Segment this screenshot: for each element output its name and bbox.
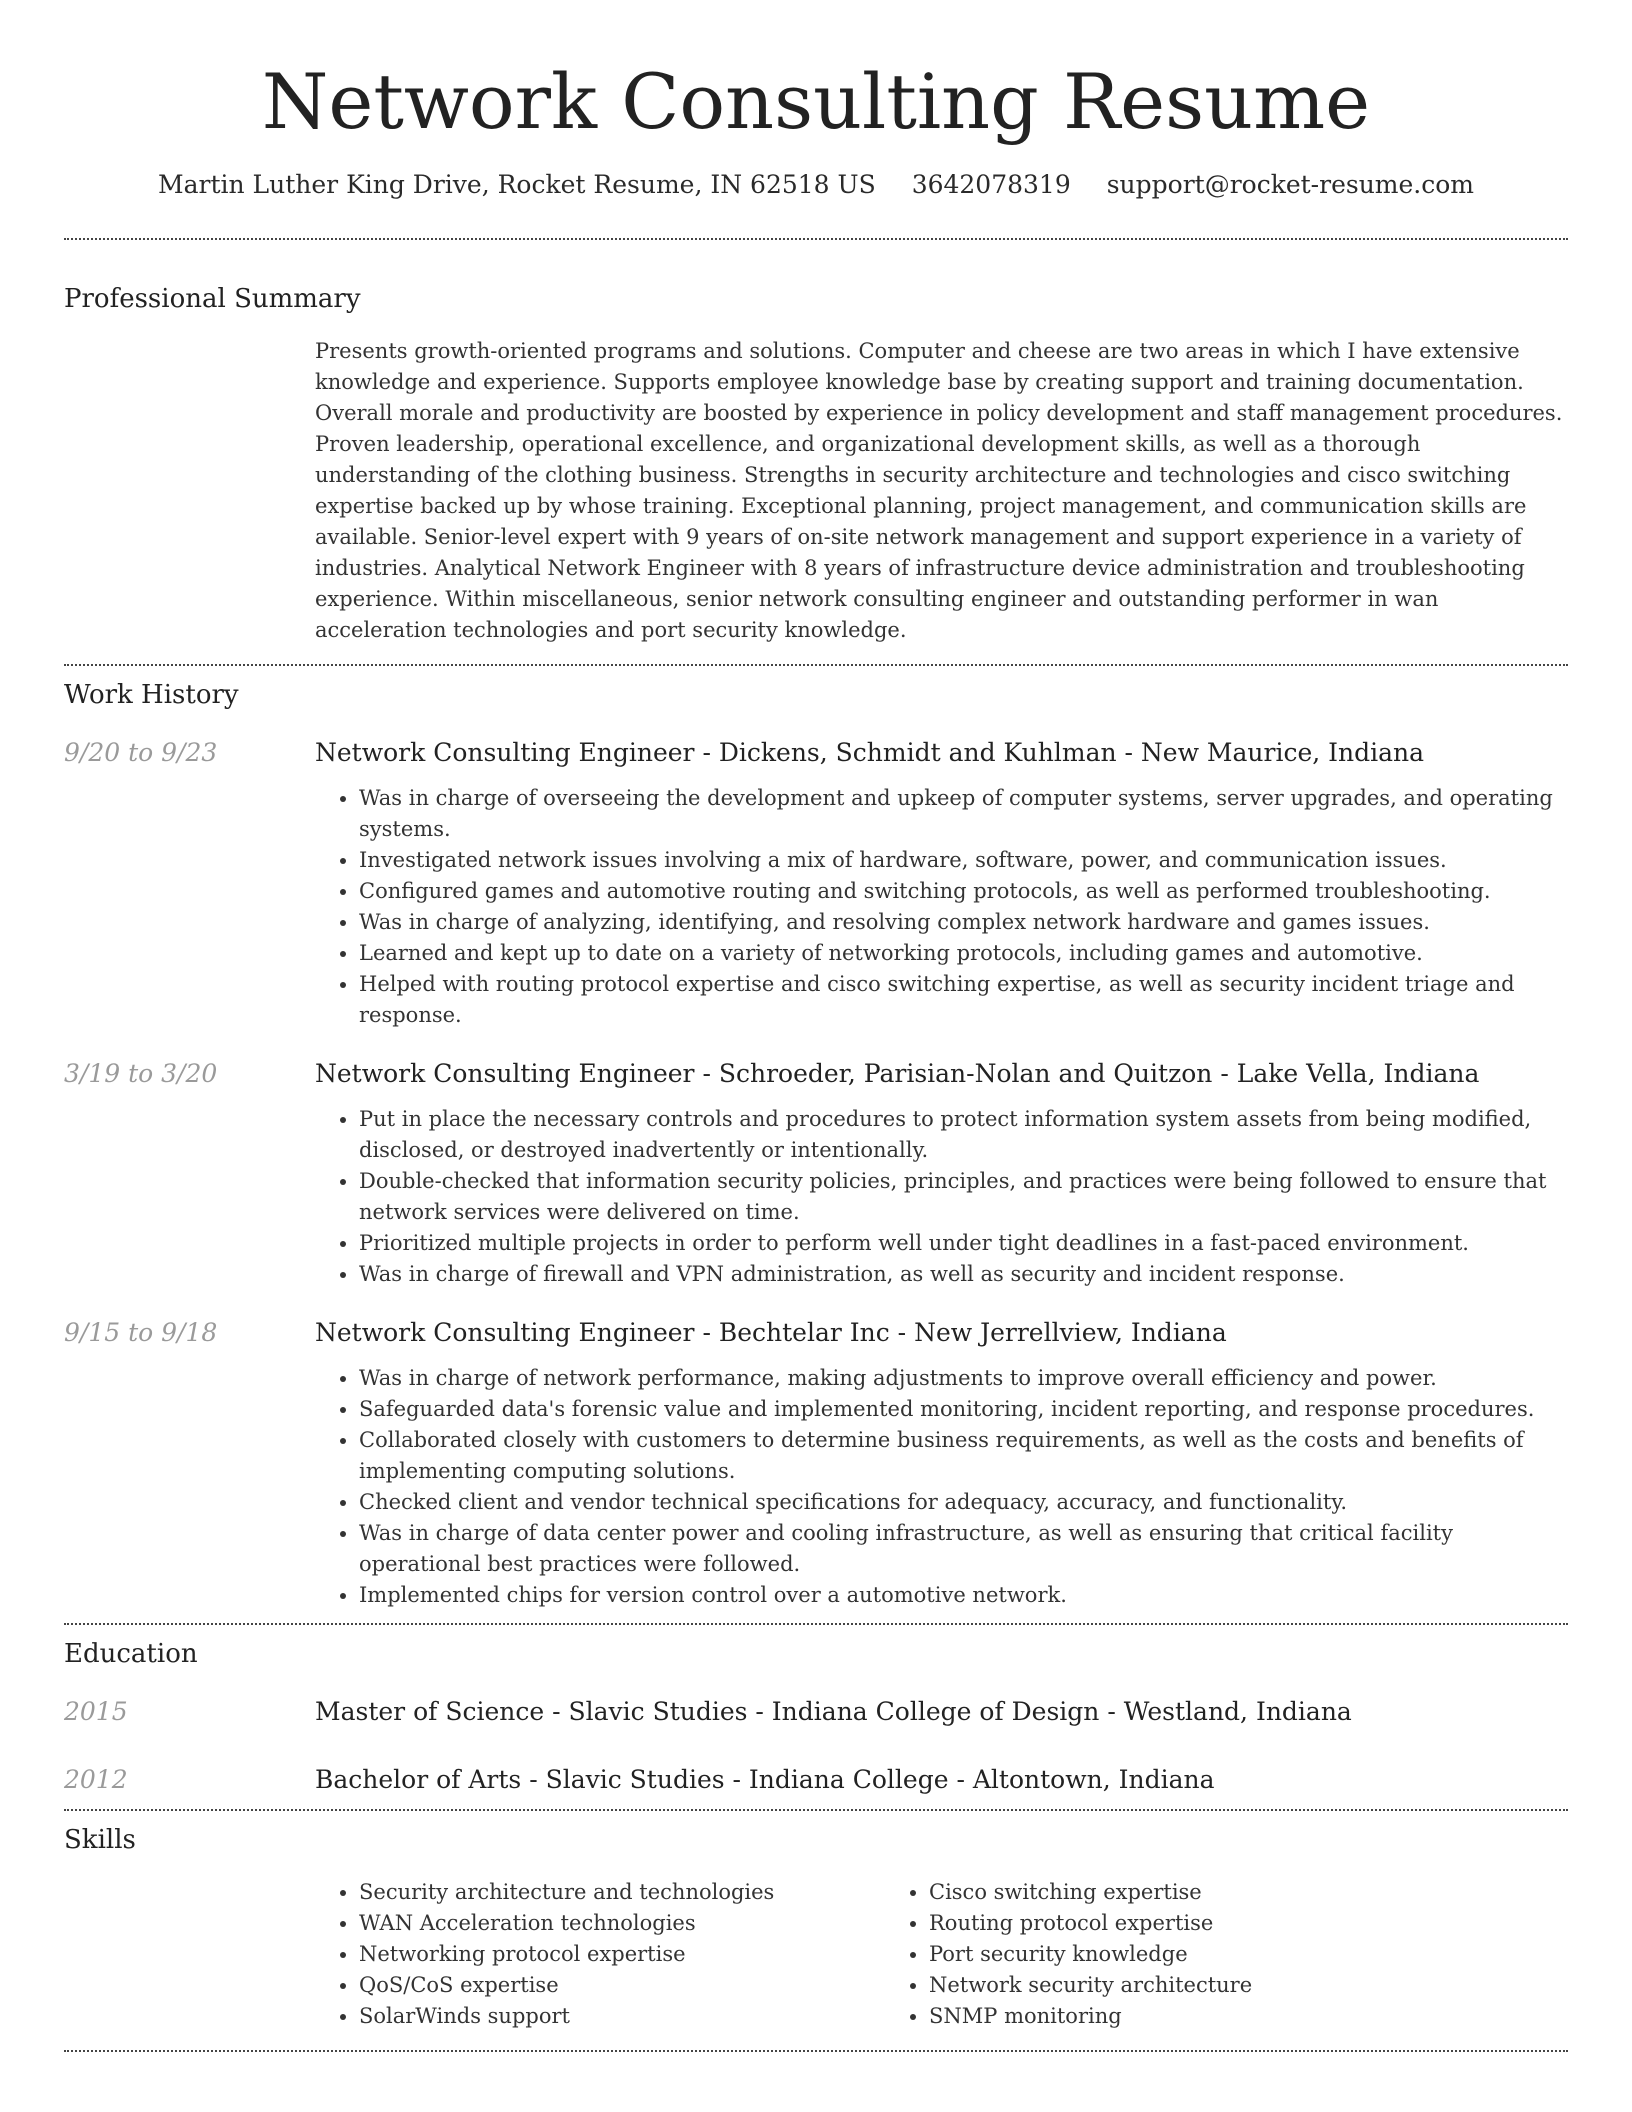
job-bullets: [315, 1363, 1568, 1611]
job-dates: 9/15 to 9/18: [64, 1318, 218, 1347]
contact-phone: 3642078319: [911, 170, 1071, 199]
job-bullet: • Prioritized multiple projects in order to perform well under tight deadlines in a fast-paced environment.: [359, 1228, 1568, 1259]
job-bullets: [315, 783, 1568, 1031]
skills-column-left: [315, 1877, 885, 2032]
skills-column-right: [885, 1877, 1465, 2032]
work-history-section: [64, 678, 1568, 1623]
skill-item: • Network security architecture: [929, 1970, 1465, 2001]
education-entry: [64, 1695, 1568, 1729]
skills-grid: [315, 1877, 1568, 2050]
job-bullet: • Was in charge of data center power and cooling infrastructure, as well as ensuring that critical facility operational best practices were followed.: [359, 1518, 1568, 1580]
skill-item: • Networking protocol expertise: [359, 1939, 885, 1970]
summary-text: Presents growth-oriented programs and solutions. Computer and cheese are two areas in which I have extensive knowledge and experience. Supports employee knowledge base by creating support and training documentation. Overall morale and productivity are boosted by experience in policy development and staff management procedures. Proven leadership, operational excellence, and organizational development skills, as well as a thorough understanding of the clothing business. Strengths in security architecture and technologies and cisco switching expertise backed up by whose training. Exceptional planning, project management, and communication skills are available. Senior-level expert with 9 years of on-site network management and support experience in a variety of industries. Analytical Network Engineer with 8 years of infrastructure device administration and troubleshooting experience. Within miscellaneous, senior network consulting engineer and outstanding performer in wan acceleration technologies and port security knowledge.: [315, 339, 1563, 642]
contact-line: [64, 168, 1568, 202]
education-section: [64, 1637, 1568, 1809]
skill-item: • Port security knowledge: [929, 1939, 1465, 1970]
job-bullet: • Checked client and vendor technical specifications for adequacy, accuracy, and functionality.: [359, 1487, 1568, 1518]
job-title: Network Consulting Engineer - Dickens, Schmidt and Kuhlman - New Maurice, Indiana: [315, 738, 1425, 767]
job-bullet: • Was in charge of analyzing, identifying, and resolving complex network hardware and games issues.: [359, 907, 1568, 938]
section-divider: [64, 2050, 1568, 2052]
contact-address: Martin Luther King Drive, Rocket Resume, IN 62518 US: [157, 170, 876, 199]
job-bullet: • Safeguarded data's forensic value and implemented monitoring, incident reporting, and response procedures.: [359, 1394, 1568, 1425]
job-body: [315, 736, 1568, 1031]
section-heading-summary: Professional Summary: [64, 284, 361, 314]
job-bullet: • Was in charge of network performance, making adjustments to improve overall efficiency and power.: [359, 1363, 1568, 1394]
skill-item: • Security architecture and technologies: [359, 1877, 885, 1908]
job-dates: 9/20 to 9/23: [64, 738, 218, 767]
skill-item: • SolarWinds support: [359, 2001, 885, 2032]
job-bullets: [315, 1104, 1568, 1290]
job-body: [315, 1057, 1568, 1290]
section-divider: [64, 1623, 1568, 1625]
job-dates: 3/19 to 3/20: [64, 1059, 218, 1088]
section-heading-education: Education: [64, 1639, 198, 1669]
skill-item: • Cisco switching expertise: [929, 1877, 1465, 1908]
section-divider: [64, 238, 1568, 240]
skill-item: • Routing protocol expertise: [929, 1908, 1465, 1939]
skill-item: • QoS/CoS expertise: [359, 1970, 885, 2001]
skills-section: [64, 1823, 1568, 2050]
job-bullet: • Put in place the necessary controls and procedures to protect information system assets from being modified, disclosed, or destroyed inadvertently or intentionally.: [359, 1104, 1568, 1166]
job-bullet: • Configured games and automotive routing and switching protocols, as well as performed troubleshooting.: [359, 876, 1568, 907]
job-bullet: • Was in charge of firewall and VPN administration, as well as security and incident response.: [359, 1259, 1568, 1290]
section-divider: [64, 1809, 1568, 1811]
skill-item: • SNMP monitoring: [929, 2001, 1465, 2032]
job-entry: [64, 736, 1568, 1031]
job-entry: [64, 1316, 1568, 1611]
job-bullet: • Investigated network issues involving a mix of hardware, software, power, and communication issues.: [359, 845, 1568, 876]
job-bullet: • Was in charge of overseeing the development and upkeep of computer systems, server upgrades, and operating systems.: [359, 783, 1568, 845]
job-bullet: • Double-checked that information security policies, principles, and practices were being followed to ensure that network services were delivered on time.: [359, 1166, 1568, 1228]
section-heading-skills: Skills: [64, 1825, 136, 1855]
education-year: 2012: [64, 1765, 128, 1794]
education-degree: Master of Science - Slavic Studies - Indiana College of Design - Westland, Indiana: [315, 1697, 1352, 1726]
section-heading-work: Work History: [64, 680, 239, 710]
job-bullet: • Helped with routing protocol expertise and cisco switching expertise, as well as security incident triage and response.: [359, 969, 1568, 1031]
job-body: [315, 1316, 1568, 1611]
professional-summary-section: [64, 282, 1568, 664]
section-divider: [64, 664, 1568, 666]
skill-item: • WAN Acceleration technologies: [359, 1908, 885, 1939]
job-title: Network Consulting Engineer - Schroeder, Parisian-Nolan and Quitzon - Lake Vella, Indiana: [315, 1059, 1480, 1088]
job-bullet: • Collaborated closely with customers to determine business requirements, as well as the costs and benefits of implementing computing solutions.: [359, 1425, 1568, 1487]
job-title: Network Consulting Engineer - Bechtelar Inc - New Jerrellview, Indiana: [315, 1318, 1227, 1347]
resume-title: Network Consulting Resume: [261, 57, 1371, 146]
job-bullet: • Learned and kept up to date on a variety of networking protocols, including games and automotive.: [359, 938, 1568, 969]
job-bullet: • Implemented chips for version control over a automotive network.: [359, 1580, 1568, 1611]
education-degree: Bachelor of Arts - Slavic Studies - Indiana College - Altontown, Indiana: [315, 1765, 1215, 1794]
contact-email: support@rocket-resume.com: [1106, 170, 1475, 199]
education-year: 2015: [64, 1697, 128, 1726]
job-entry: [64, 1057, 1568, 1290]
education-entry: [64, 1763, 1568, 1797]
